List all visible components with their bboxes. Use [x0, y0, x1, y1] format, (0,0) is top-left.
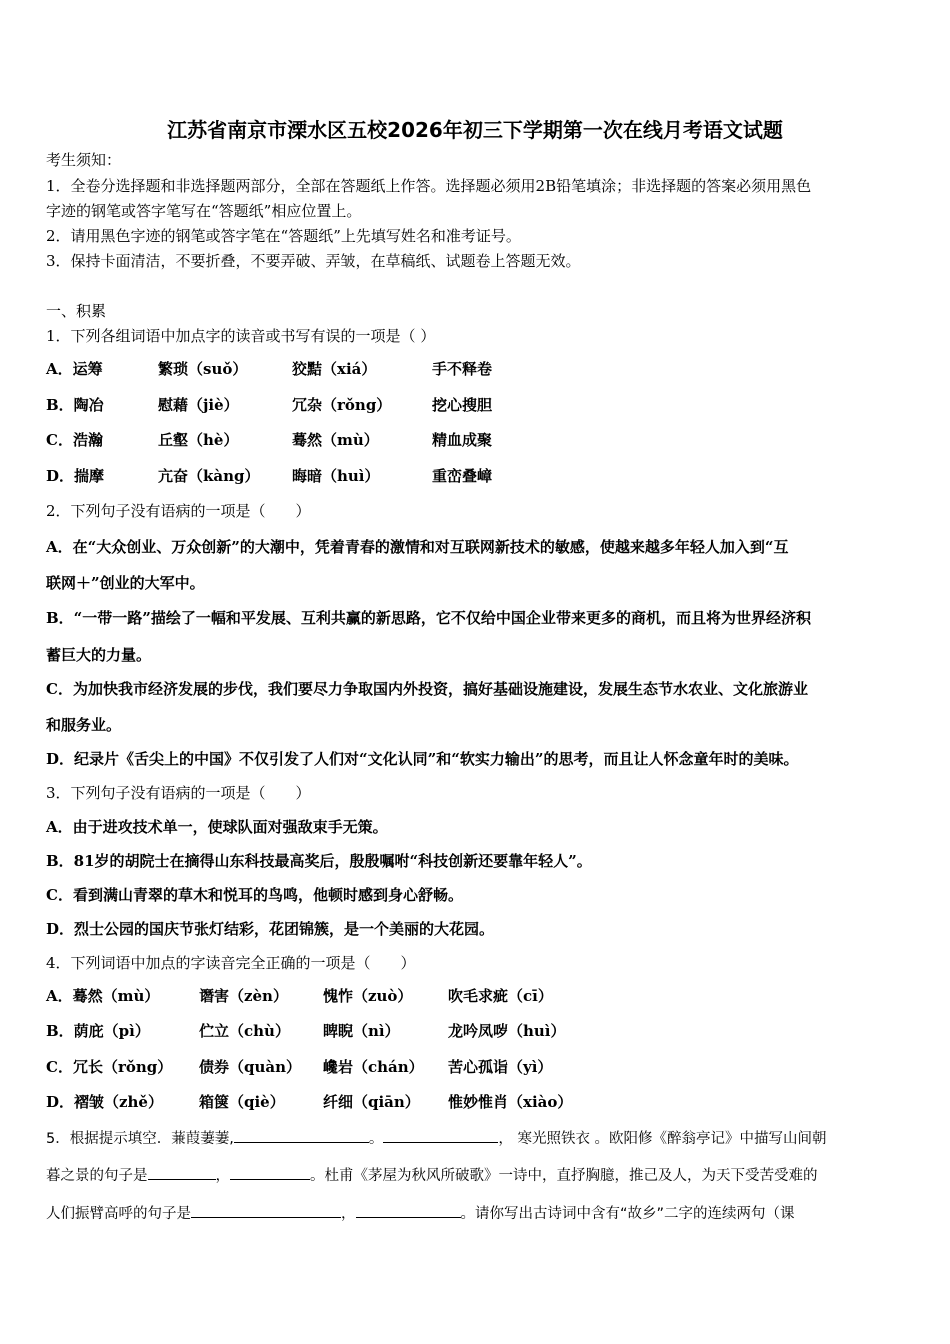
option-item: 伫立（chù）	[199, 1022, 290, 1040]
option-item: A．蓦然（mù）	[46, 987, 160, 1005]
question-stem: 1．下列各组词语中加点字的读音或书写有误的一项是（ ）	[46, 327, 436, 345]
option-line: 联网＋”创业的大军中。	[46, 574, 205, 592]
question-stem: 2．下列句子没有语病的一项是（ ）	[46, 502, 311, 520]
option-item: D．褶皱（zhě）	[46, 1093, 163, 1111]
question-stem: 4．下列词语中加点的字读音完全正确的一项是（ ）	[46, 954, 416, 972]
q5-line-1	[46, 1128, 827, 1149]
option-item: 冗杂（rǒng）	[292, 396, 392, 414]
q5-text: ， 寒光照铁衣 。欧阳修《醉翁亭记》中描写山间朝	[498, 1131, 827, 1147]
option-item: 惟妙惟肖（xiào）	[448, 1093, 573, 1111]
option-item: 巉岩（chán）	[323, 1058, 424, 1076]
option-item: C．浩瀚	[46, 431, 103, 449]
question-stem: 3．下列句子没有语病的一项是（ ）	[46, 784, 311, 802]
option-line: A．在“大众创业、万众创新”的大潮中，凭着青春的激情和对互联网新技术的敏感，使越来越多年轻人加入到“互	[46, 538, 789, 556]
answer-blank[interactable]	[356, 1203, 461, 1218]
option-item: 精血成聚	[432, 431, 493, 449]
q5-text: ，	[341, 1206, 356, 1222]
option-item: 睥睨（nì）	[323, 1022, 400, 1040]
option-line: 和服务业。	[46, 716, 122, 734]
page-title: 江苏省南京市溧水区五校2026年初三下学期第一次在线月考语文试题	[167, 118, 783, 142]
q5-text: 人们振臂高呼的句子是	[46, 1206, 191, 1222]
answer-blank[interactable]	[191, 1203, 341, 1218]
option-item: 挖心搜胆	[432, 396, 493, 414]
option-item: 重峦叠嶂	[432, 467, 493, 485]
answer-blank[interactable]	[234, 1128, 369, 1143]
q5-text: 。	[368, 1131, 384, 1147]
option-item: 繁琐（suǒ）	[158, 360, 248, 378]
q5-text: ，	[215, 1168, 230, 1184]
option-item: 吹毛求疵（cī）	[448, 987, 553, 1005]
answer-blank[interactable]	[230, 1165, 310, 1180]
option-line: B．“一带一路”描绘了一幅和平发展、互利共赢的新思路，它不仅给中国企业带来更多的商机，而且将为世界经济积	[46, 609, 811, 627]
option-line: B．81岁的胡院士在摘得山东科技最高奖后，殷殷嘱咐“科技创新还要靠年轻人”。	[46, 852, 592, 870]
option-item: 慰藉（jiè）	[158, 396, 239, 414]
notice-item: 2．请用黑色字迹的钢笔或答字笔在“答题纸”上先填写姓名和准考证号。	[46, 227, 521, 245]
option-item: 蓦然（mù）	[292, 431, 379, 449]
option-item: 纤细（qiān）	[323, 1093, 420, 1111]
option-line: D．烈士公园的国庆节张灯结彩，花团锦簇，是一个美丽的大花园。	[46, 920, 495, 938]
section-heading: 一、积累	[46, 302, 107, 320]
option-item: 债券（quàn）	[199, 1058, 302, 1076]
option-item: 丘壑（hè）	[158, 431, 239, 449]
option-item: 苦心孤诣（yì）	[448, 1058, 553, 1076]
option-line: A．由于进攻技术单一，使球队面对强敌束手无策。	[46, 818, 388, 836]
q5-line-3	[46, 1203, 795, 1224]
option-item: 谮害（zèn）	[199, 987, 288, 1005]
notice-heading: 考生须知：	[46, 151, 122, 169]
option-item: 愧怍（zuò）	[323, 987, 413, 1005]
answer-blank[interactable]	[148, 1165, 216, 1180]
option-line: C．看到满山青翠的草木和悦耳的鸟鸣，他顿时感到身心舒畅。	[46, 886, 463, 904]
option-item: 手不释卷	[432, 360, 493, 378]
option-line: C．为加快我市经济发展的步伐，我们要尽力争取国内外投资，搞好基础设施建设，发展生态节水农业、文化旅游业	[46, 680, 808, 698]
option-line: D．纪录片《舌尖上的中国》不仅引发了人们对“文化认同”和“软实力输出”的思考，而且让人怀念童年时的美味。	[46, 750, 799, 768]
q5-text: 暮之景的句子是	[46, 1168, 148, 1184]
option-item: B．陶冶	[46, 396, 104, 414]
notice-item: 字迹的钢笔或答字笔写在“答题纸”相应位置上。	[46, 202, 362, 220]
option-line: 蓄巨大的力量。	[46, 646, 152, 664]
q5-text: 5．根据提示填空．蒹葭萋萋,	[46, 1131, 234, 1147]
option-item: 亢奋（kàng）	[158, 467, 260, 485]
answer-blank[interactable]	[383, 1128, 498, 1143]
notice-item: 1．全卷分选择题和非选择题两部分，全部在答题纸上作答。选择题必须用2B铅笔填涂；非选择题的答案必须用黑色	[46, 177, 812, 195]
option-item: B．荫庇（pì）	[46, 1022, 150, 1040]
q5-text: 。请你写出古诗词中含有“故乡”二字的连续两句（课	[460, 1206, 795, 1222]
option-item: 箱箧（qiè）	[199, 1093, 285, 1111]
q5-line-2	[46, 1165, 818, 1186]
option-item: 晦暗（huì）	[292, 467, 380, 485]
q5-text: 。杜甫《茅屋为秋风所破歌》一诗中，直抒胸臆，推己及人，为天下受苦受难的	[310, 1168, 818, 1184]
notice-item: 3．保持卡面清洁，不要折叠，不要弄破、弄皱，在草稿纸、试题卷上答题无效。	[46, 252, 581, 270]
option-item: 龙吟凤哕（huì）	[448, 1022, 566, 1040]
option-item: C．冗长（rǒng）	[46, 1058, 173, 1076]
option-item: D．揣摩	[46, 467, 105, 485]
option-item: 狡黠（xiá）	[292, 360, 377, 378]
option-item: A．运筹	[46, 360, 103, 378]
